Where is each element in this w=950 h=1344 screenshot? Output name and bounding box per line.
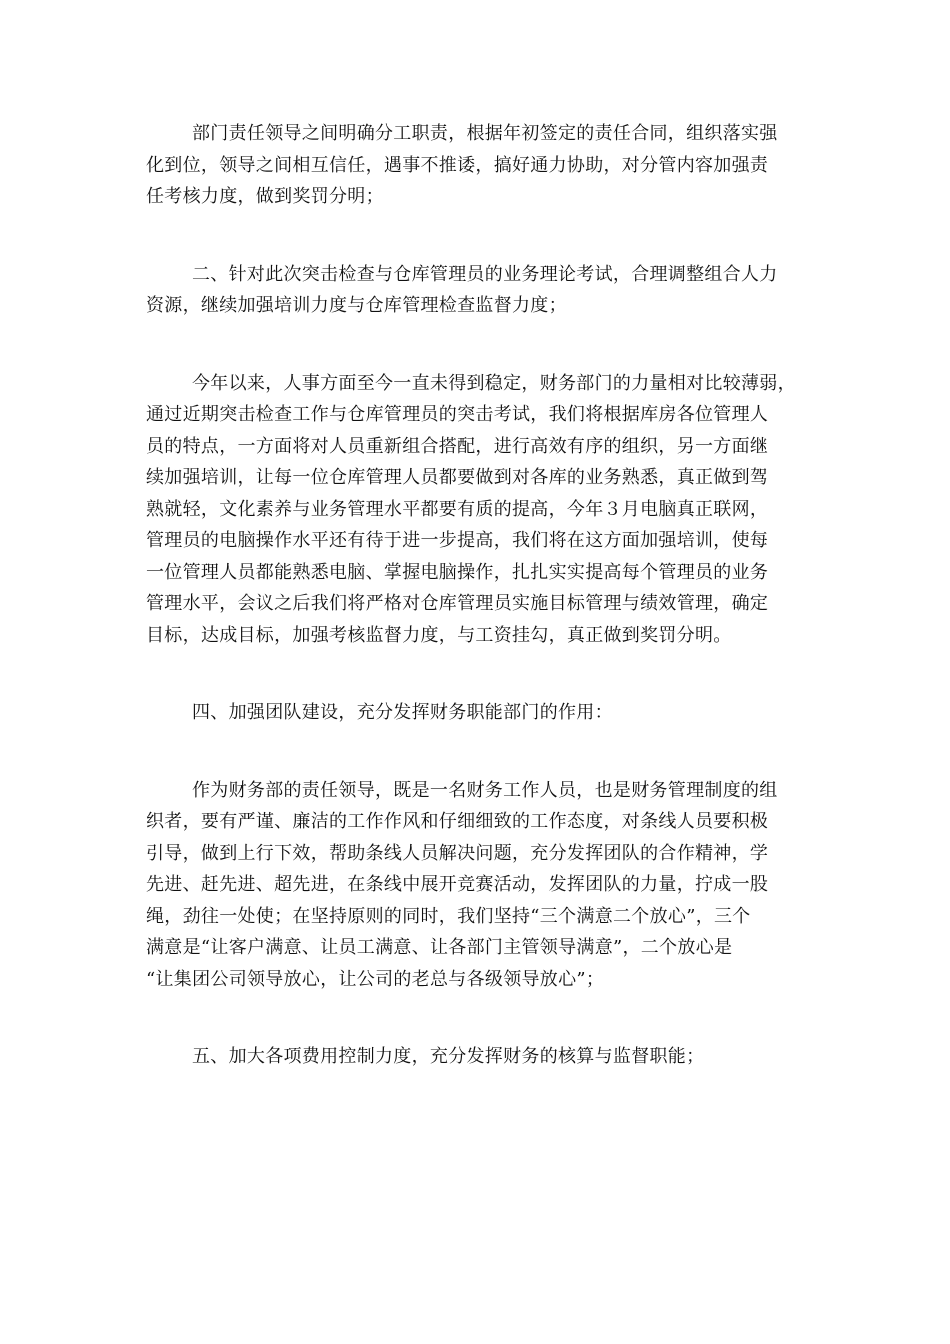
text-line: 通过近期突击检查工作与仓库管理员的突击考试，我们将根据库房各位管理人 (146, 404, 769, 425)
text-line: 管理水平，会议之后我们将严格对仓库管理员实施目标管理与绩效管理，确定 (146, 593, 769, 614)
section-heading-five (146, 1041, 836, 1073)
text-line: 二、针对此次突击检查与仓库管理员的业务理论考试，合理调整组合人力 (192, 263, 778, 285)
paragraph-training (146, 368, 836, 652)
text-line: 先进、赶先进、超先进，在条线中展开竞赛活动，发挥团队的力量，拧成一股 (146, 874, 769, 895)
text-line: 满意是“让客户满意、让员工满意、让各部门主管领导满意”，二个放心是 (146, 937, 733, 958)
paragraph-gap (146, 729, 836, 775)
text-line: 资源，继续加强培训力度与仓库管理检查监督力度； (146, 295, 567, 316)
text-line: 熟就轻，文化素养与业务管理水平都要有质的提高，今年３月电脑真正联网， (146, 498, 769, 520)
text-line: 绳，劲往一处使；在坚持原则的同时，我们坚持“三个满意二个放心”，三个 (146, 905, 751, 927)
text-line: 管理员的电脑操作水平还有待于进一步提高，我们将在这方面加强培训，使每 (146, 530, 769, 551)
text-line: 部门责任领导之间明确分工职责，根据年初签定的责任合同，组织落实强 (192, 123, 778, 144)
text-line: 化到位，领导之间相互信任，遇事不推诿，搞好通力协助，对分管内容加强责 (146, 154, 769, 176)
text-line: 四、加强团队建设，充分发挥财务职能部门的作用： (192, 702, 613, 723)
text-line: 织者，要有严谨、廉洁的工作作风和仔细细致的工作态度，对条线人员要积极 (146, 811, 769, 832)
text-line: “让集团公司领导放心，让公司的老总与各级领导放心”； (146, 968, 605, 990)
paragraph-gap (146, 322, 836, 368)
text-line: 今年以来，人事方面至今一直未得到稳定，财务部门的力量相对比较薄弱， (192, 372, 796, 394)
text-line: 续加强培训，让每一位仓库管理人员都要做到对各库的业务熟悉，真正做到驾 (146, 467, 769, 488)
text-line: 五、加大各项费用控制力度，充分发挥财务的核算与监督职能； (192, 1046, 705, 1067)
text-line: 目标，达成目标，加强考核监督力度，与工资挂勾，真正做到奖罚分明。 (146, 624, 732, 646)
section-heading-four (146, 697, 836, 729)
paragraph-gap (146, 213, 836, 259)
text-line: 一位管理人员都能熟悉电脑、掌握电脑操作，扎扎实实提高每个管理员的业务 (146, 561, 769, 583)
text-line: 作为财务部的责任领导，既是一名财务工作人员，也是财务管理制度的组 (192, 779, 778, 801)
section-heading-two (146, 259, 836, 322)
paragraph-gap (146, 651, 836, 697)
paragraph-team-building (146, 775, 836, 996)
paragraph-gap (146, 995, 836, 1041)
text-line: 任考核力度，做到奖罚分明； (146, 186, 384, 207)
document-body (146, 118, 836, 1073)
text-line: 员的特点，一方面将对人员重新组合搭配，进行高效有序的组织，另一方面继 (146, 435, 769, 457)
text-line: 引导，做到上行下效，帮助条线人员解决问题，充分发挥团队的合作精神，学 (146, 842, 769, 864)
paragraph-responsibility (146, 118, 836, 213)
